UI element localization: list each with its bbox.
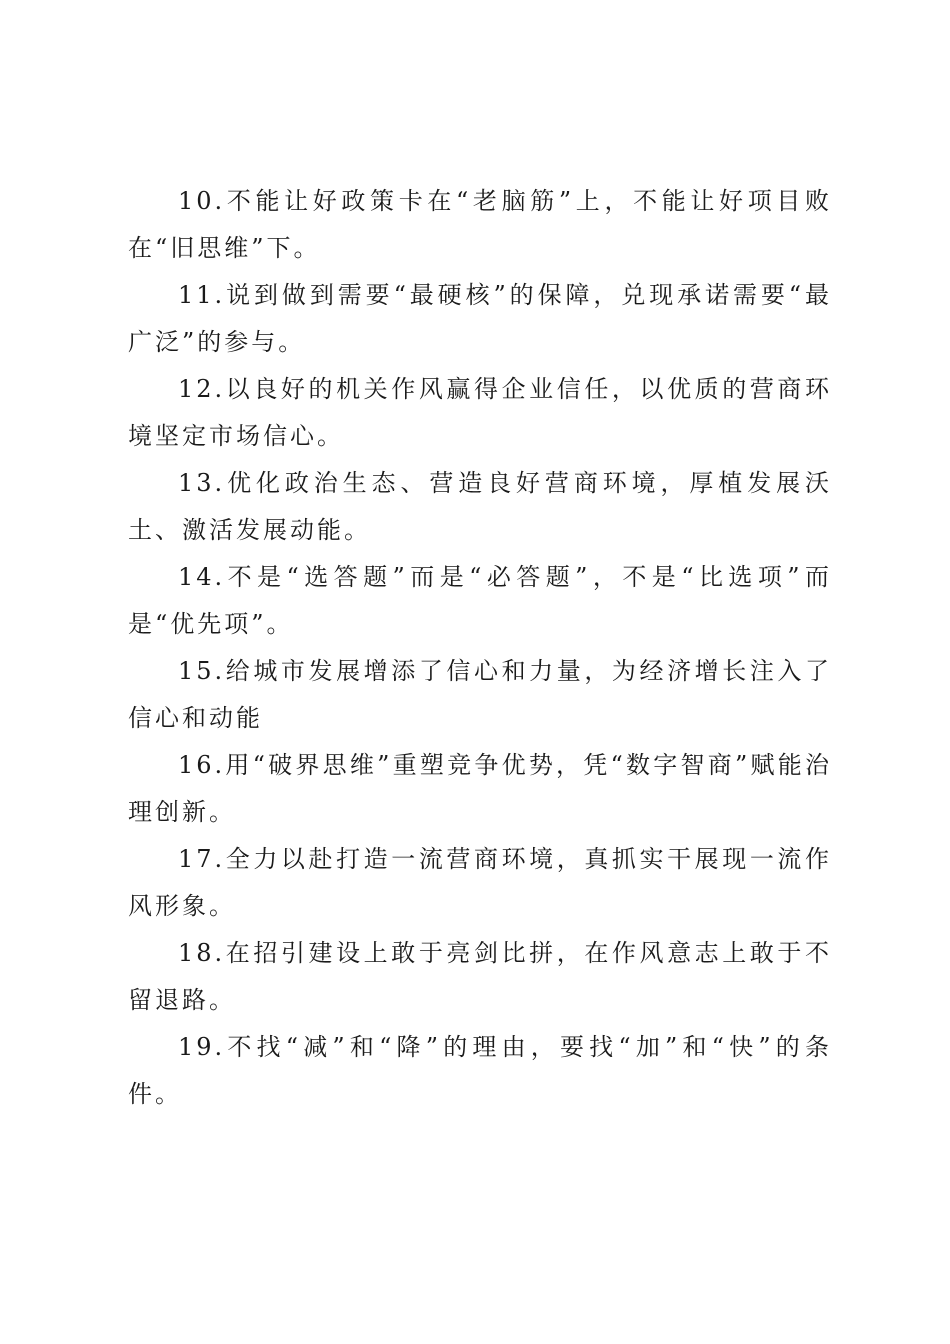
- list-item-16: 16.用“破界思维”重塑竞争优势，凭“数字智商”赋能治理创新。: [128, 751, 832, 826]
- list-item-12: 12.以良好的机关作风赢得企业信任，以优质的营商环境坚定市场信心。: [128, 375, 832, 450]
- document-body: [128, 178, 832, 1118]
- list-item-14: 14.不是“选答题”而是“必答题”，不是“比选项”而是“优先项”。: [128, 563, 832, 638]
- list-item-18: 18.在招引建设上敢于亮剑比拼，在作风意志上敢于不留退路。: [128, 939, 832, 1014]
- list-item-13: 13.优化政治生态、营造良好营商环境，厚植发展沃土、激活发展动能。: [128, 469, 832, 544]
- list-item-17: 17.全力以赴打造一流营商环境，真抓实干展现一流作风形象。: [128, 845, 832, 920]
- list-item-19: 19.不找“减”和“降”的理由，要找“加”和“快”的条件。: [128, 1033, 832, 1108]
- list-item-10: 10.不能让好政策卡在“老脑筋”上，不能让好项目败在“旧思维”下。: [128, 187, 832, 262]
- list-item-15: 15.给城市发展增添了信心和力量，为经济增长注入了信心和动能: [128, 657, 832, 732]
- list-item-11: 11.说到做到需要“最硬核”的保障，兑现承诺需要“最广泛”的参与。: [128, 281, 832, 356]
